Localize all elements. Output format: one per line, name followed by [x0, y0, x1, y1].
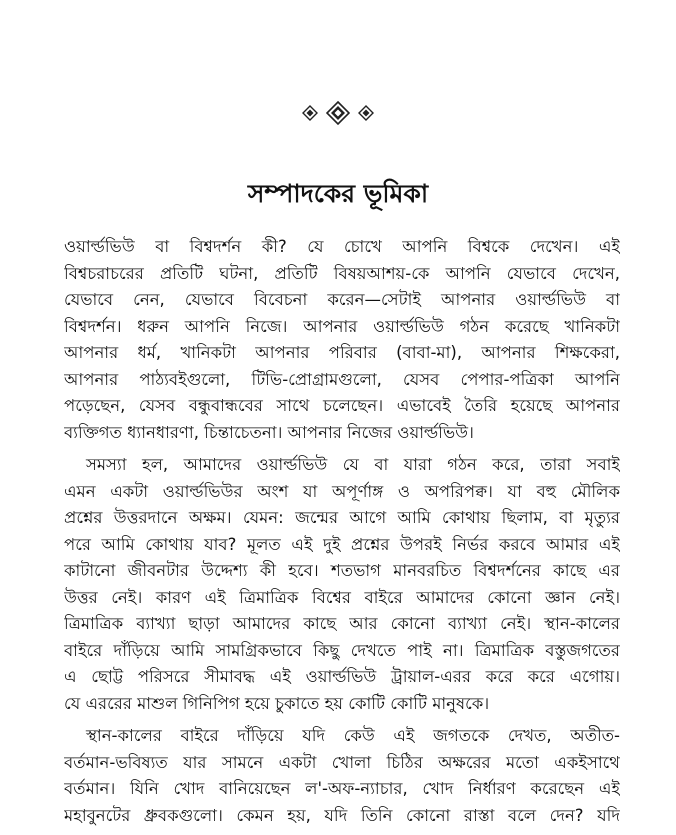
text-line: ত্রিমাত্রিক ব্যাখ্যা ছাড়া আমাদের কাছে আর কোনো ব্যাখ্যা নেই। স্থান-কালের [64, 614, 620, 633]
text-line: আপনার পাঠ্যবইগুলো, টিভি-প্রোগ্রামগুলো, যেসব পেপার-পত্রিকা আপনি [64, 369, 620, 389]
text-line: স্থান-কালের বাইরে দাঁড়িয়ে যদি কেউ এই জগতকে দেখত, অতীত- [86, 726, 620, 745]
text-line: যে এররের মাশুল গিনিপিগ হয়ে চুকাতে হয় কোটি কোটি মানুষকে। [64, 693, 490, 713]
small-diamond-icon [302, 105, 318, 121]
body-text [64, 234, 620, 835]
large-diamond-icon [326, 101, 350, 125]
text-line: এ ছোট্ট পরিসরে সীমাবদ্ধ এই ওয়ার্ল্ডভিউ ট্রায়াল-এরর করে করে এগোয়। [64, 667, 620, 686]
text-line: যেভাবে নেন, যেভাবে বিবেচনা করেন—সেটাই আপনার ওয়ার্ল্ডভিউ বা [64, 290, 620, 309]
text-line: এমন একটা ওয়ার্ল্ডভিউর অংশ যা অপূর্ণাঙ্গ ও অপরিপক্ব। যা বহু মৌলিক [64, 481, 620, 501]
page-title: সম্পাদকের ভূমিকা [247, 179, 429, 208]
text-line: ব্যক্তিগত ধ্যানধারণা, চিন্তাচেতনা। আপনার নিজের ওয়ার্ল্ডভিউ। [64, 422, 474, 442]
text-line: মহাবুনটের ধ্রুবকগুলো। কেমন হয়, যদি তিনি কোনো রাস্তা বলে দেন? যদি [64, 805, 620, 825]
text-line: বিশ্বদর্শন। ধরুন আপনি নিজে। আপনার ওয়ার্ল্ডভিউ গঠন করেছে খানিকটা [64, 316, 620, 336]
text-line: বর্তমান। যিনি খোদ বানিয়েছেন ল'-অফ-ন্যাচার, খোদ নির্ধারণ করেছেন এই [64, 779, 620, 798]
small-diamond-icon [358, 105, 374, 121]
text-line: পরে আমি কোথায় যাব? মূলত এই দুই প্রশ্নের উপরই নির্ভর করবে আমার এই [64, 534, 620, 554]
paragraph-1 [64, 234, 620, 446]
text-line: উত্তর নেই। কারণ এই ত্রিমাত্রিক বিশ্বের বাইরে আমাদের কোনো জ্ঞান নেই। [64, 587, 620, 607]
text-line: আপনার ধর্ম, খানিকটা আপনার পরিবার (বাবা-মা), আপনার শিক্ষকেরা, [64, 343, 620, 362]
text-line: পড়েছেন, যেসব বন্ধুবান্ধবের সাথে চলেছেন। এভাবেই তৈরি হয়েছে আপনার [64, 396, 620, 415]
text-line: প্রশ্নের উত্তরদানে অক্ষম। যেমন: জন্মের আগে আমি কোথায় ছিলাম, বা মৃত্যুর [64, 508, 620, 527]
text-line: ওয়ার্ল্ডভিউ বা বিশ্বদর্শন কী? যে চোখে আপনি বিশ্বকে দেখেন। এই [64, 237, 620, 256]
header-ornament [0, 98, 676, 128]
text-line: বিশ্বচরাচরের প্রতিটি ঘটনা, প্রতিটি বিষয়আশয়-কে আপনি যেভাবে দেখেন, [64, 263, 620, 283]
paragraph-2 [64, 452, 620, 717]
text-line: বাইরে দাঁড়িয়ে আমি সামগ্রিকভাবে কিছু দেখতে পাই না। ত্রিমাত্রিক বস্তুজগতের [64, 640, 620, 660]
text-line: কাটানো জীবনটার উদ্দেশ্য কী হবে। শতভাগ মানবরচিত বিশ্বদর্শনের কাছে এর [64, 561, 620, 580]
text-line: সমস্যা হল, আমাদের ওয়ার্ল্ডভিউ যে বা যারা গঠন করে, তারা সবাই [86, 455, 620, 474]
text-line: বর্তমান-ভবিষ্যত যার সামনে একটা খোলা চিঠির অক্ষরের মতো একইসাথে [64, 752, 620, 772]
paragraph-3 [64, 723, 620, 829]
